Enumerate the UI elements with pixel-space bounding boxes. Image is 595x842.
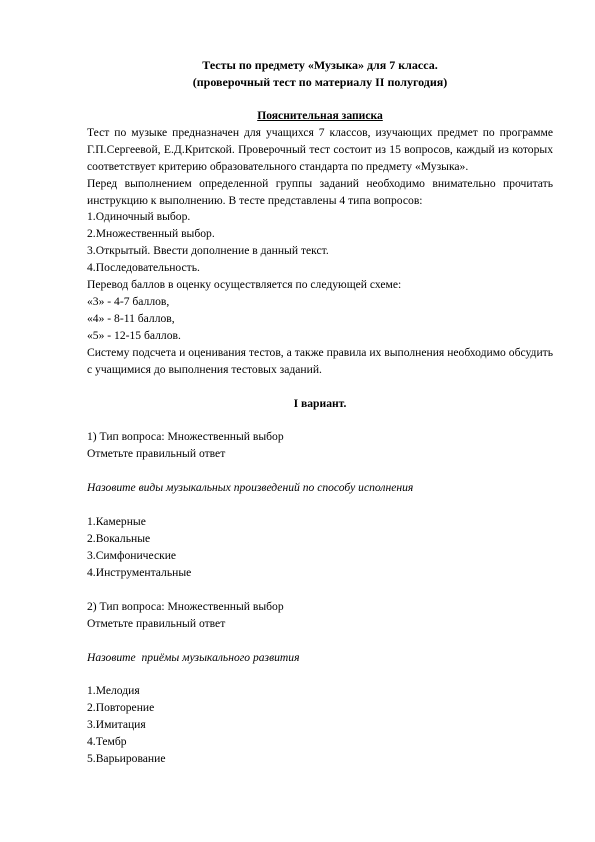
grading-scale-intro: Перевод баллов в оценку осуществляется по следующей схеме: — [87, 278, 402, 292]
question-type-item: 1.Одиночный выбор. — [87, 210, 191, 224]
explanatory-paragraph-2: Перед выполнением определенной группы заданий необходимо внимательно прочитать инструкцию к выполнению. В тесте представлены 4 типа вопросов: — [87, 176, 553, 207]
answer-option: 2.Вокальные — [87, 532, 151, 546]
question-type-line: 2) Тип вопроса: Множественный выбор — [87, 599, 284, 613]
question-type-item: 4.Последовательность. — [87, 261, 200, 275]
explanatory-note-heading: Пояснительная записка — [257, 109, 383, 122]
question-type-item: 3.Открытый. Ввести дополнение в данный текст. — [87, 244, 329, 258]
question-instruction: Отметьте правильный ответ — [87, 447, 226, 461]
grading-scale-item: «4» - 8-11 баллов, — [87, 311, 175, 325]
question-prompt: Назовите виды музыкальных произведений по способу исполнения — [87, 481, 414, 495]
question-type-line: 1) Тип вопроса: Множественный выбор — [87, 430, 284, 444]
answer-option: 2.Повторение — [87, 701, 155, 715]
spacer — [87, 633, 553, 650]
document-title-line-2: (проверочный тест по материалу II полугодия) — [192, 75, 448, 89]
spacer — [87, 497, 553, 514]
answer-option: 1.Мелодия — [87, 684, 140, 698]
answer-option: 3.Симфонические — [87, 548, 177, 562]
grading-scale-item: «3» - 4-7 баллов, — [87, 294, 170, 308]
spacer — [87, 412, 553, 429]
question-prompt: Назовите приёмы музыкального развития — [87, 650, 300, 664]
spacer — [87, 582, 553, 599]
document-page — [87, 57, 553, 768]
explanatory-paragraph-3: Систему подсчета и оценивания тестов, а также правила их выполнения необходимо обсудить с учащимися до выполнения тестовых заданий. — [87, 345, 553, 376]
answer-option: 1.Камерные — [87, 515, 146, 529]
question-block — [87, 599, 553, 768]
question-block — [87, 429, 553, 581]
document-title-line-1: Тесты по предмету «Музыка» для 7 класса. — [202, 58, 438, 72]
spacer — [87, 666, 553, 683]
answer-option: 5.Варьирование — [87, 752, 166, 766]
explanatory-paragraph-1: Тест по музыке предназначен для учащихся 7 классов, изучающих предмет по программе Г.П.Сергеевой, Е.Д.Критской. Проверочный тест состоит из 15 вопросов, каждый из которых соответствует критерию образовательного стандарта по предмету «Музыка». — [87, 125, 553, 173]
question-instruction: Отметьте правильный ответ — [87, 616, 226, 630]
answer-option: 4.Инструментальные — [87, 565, 192, 579]
answer-option: 4.Тембр — [87, 735, 127, 749]
question-type-item: 2.Множественный выбор. — [87, 227, 215, 241]
grading-scale-item: «5» - 12-15 баллов. — [87, 328, 181, 342]
answer-option: 3.Имитация — [87, 718, 146, 732]
spacer — [87, 463, 553, 480]
variant-heading: I вариант. — [293, 396, 347, 410]
